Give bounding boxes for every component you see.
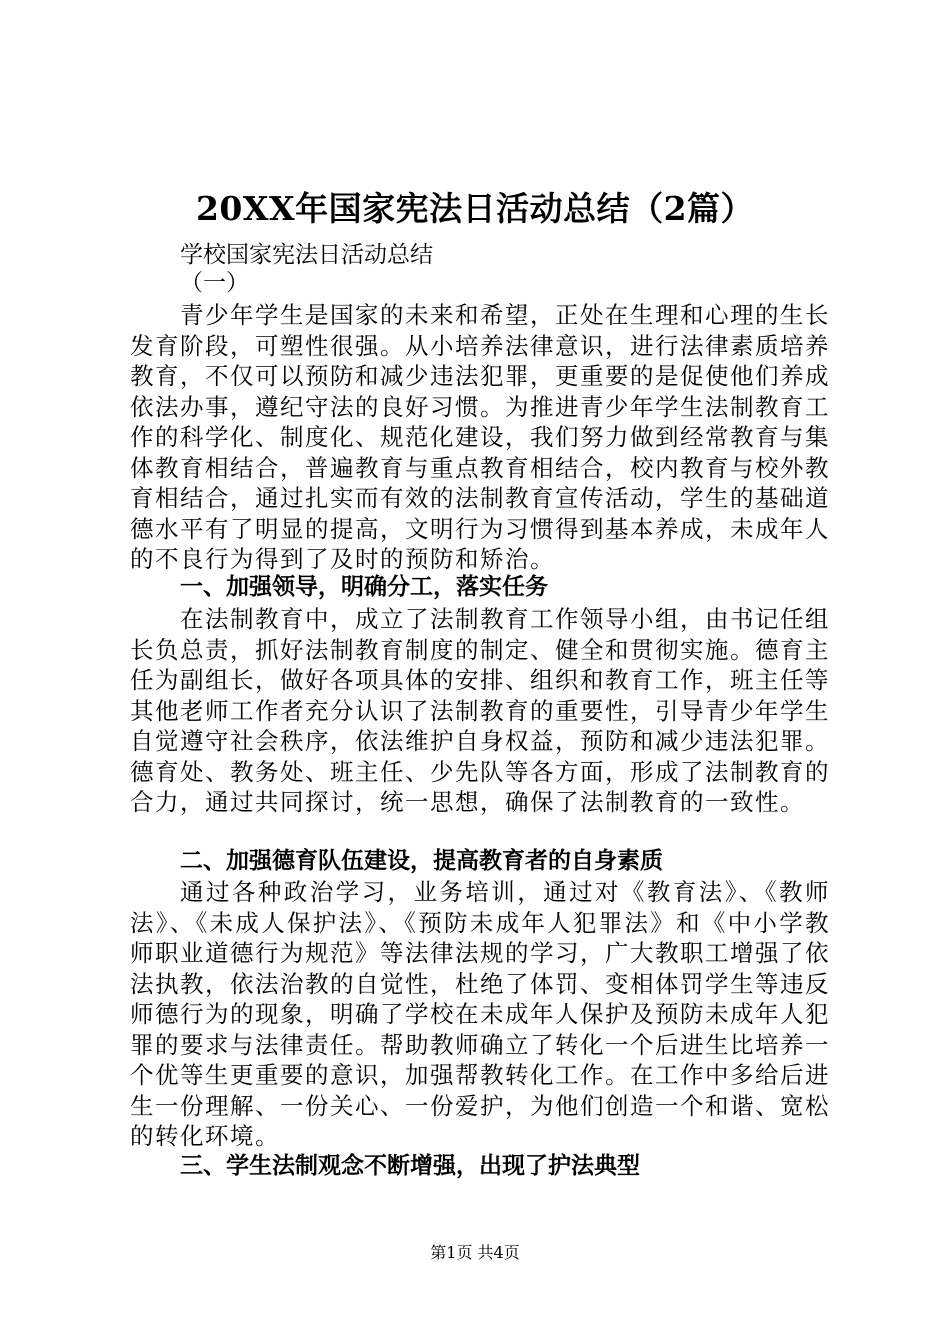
subtitle-number: （一） bbox=[180, 270, 249, 296]
document-subtitle: 学校国家宪法日活动总结 bbox=[180, 242, 433, 268]
section-body-2: 通过各种政治学习，业务培训，通过对《教育法》、《教师法》、《未成人保护法》、《预防未成年人犯罪法》和《中小学教师职业道德行为规范》等法律法规的学习，广大教职工增强了依法执教，依法治教的自觉性，杜绝了体罚、变相体罚学生等违反师德行为的现象，明确了学校在未成年人保护及预防未成年人犯罪的要求与法律责任。帮助教师确立了转化一个后进生比培养一个优等生更重要的意识，加强帮教转化工作。在工作中多给后进生一份理解、一份关心、一份爱护，为他们创造一个和谐、宽松的转化环境。 bbox=[130, 878, 830, 1150]
section-body-1: 在法制教育中，成立了法制教育工作领导小组，由书记任组长负总责，抓好法制教育制度的制定、健全和贯彻实施。德育主任为副组长，做好各项具体的安排、组织和教育工作，班主任等其他老师工作者充分认识了法制教育的重要性，引导青少年学生自觉遵守社会秩序，依法维护自身权益，预防和减少违法犯罪。德育处、教务处、班主任、少先队等各方面，形成了法制教育的合力，通过共同探讨，统一思想，确保了法制教育的一致性。 bbox=[130, 605, 830, 816]
document-title: 20XX年国家宪法日活动总结（2篇） bbox=[195, 189, 755, 228]
section-heading-2: 二、加强德育队伍建设，提高教育者的自身素质 bbox=[180, 848, 663, 874]
section-heading-1: 一、加强领导，明确分工，落实任务 bbox=[180, 574, 548, 600]
section-heading-3: 三、学生法制观念不断增强，出现了护法典型 bbox=[180, 1153, 640, 1179]
page-footer: 第1页 共4页 bbox=[430, 1243, 520, 1262]
intro-paragraph: 青少年学生是国家的未来和希望，正处在生理和心理的生长发育阶段，可塑性很强。从小培养法律意识，进行法律素质培养教育，不仅可以预防和减少违法犯罪，更重要的是促使他们养成依法办事，遵纪守法的良好习惯。为推进青少年学生法制教育工作的科学化、制度化、规范化建设，我们努力做到经常教育与集体教育相结合，普遍教育与重点教育相结合，校内教育与校外教育相结合，通过扎实而有效的法制教育宣传活动，学生的基础道德水平有了明显的提高，文明行为习惯得到基本养成，未成年人的不良行为得到了及时的预防和矫治。 bbox=[130, 301, 830, 573]
